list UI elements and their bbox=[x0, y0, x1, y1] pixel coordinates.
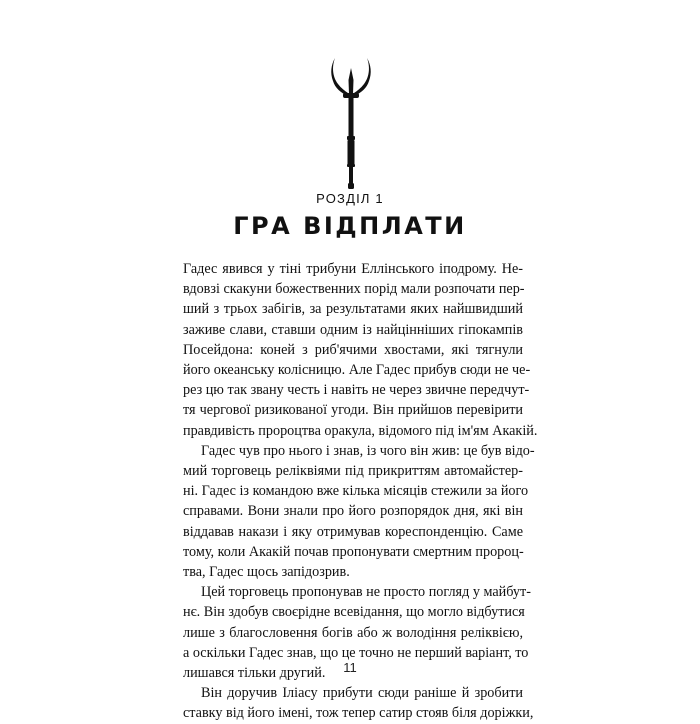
paragraph bbox=[183, 683, 534, 723]
paragraph bbox=[183, 259, 538, 441]
trident-icon bbox=[326, 56, 376, 190]
text-line: заживе слави, ставши одним із найцінніших гіпокампів bbox=[183, 321, 523, 338]
text-line: ший з трьох забігів, за результатами яких найшвидший bbox=[183, 301, 523, 318]
text-line: Гадес явився у тіні трибуни Еллінського іподрому. Не- bbox=[183, 261, 523, 277]
text-line: його океанську колісницю. Але Гадес прибув сюди не че- bbox=[183, 362, 531, 379]
text-line: віддавав накази і яку отримував кореспонденцію. Саме bbox=[183, 523, 523, 540]
chapter-label: РОЗДІЛ 1 bbox=[316, 191, 384, 206]
text-line: ні. Гадес із командою вже кілька місяців стежили за його bbox=[183, 483, 529, 500]
text-line: нє. Він здобув своєрідне всевідання, що могло відбутися bbox=[183, 604, 525, 621]
page-number: 11 bbox=[343, 660, 357, 675]
text-line: лише з благословення богів або ж володіння реліквією, bbox=[183, 624, 523, 641]
text-line: тя чергової ризикованої угоди. Він прийшов перевірити bbox=[183, 402, 523, 419]
text-line: справами. Вони знали про його розпорядок дня, які він bbox=[183, 503, 523, 520]
text-line: ставку від його імені, тож тепер сатир стояв біля доріжки, bbox=[183, 705, 534, 722]
text-line: а оскільки Гадес знав, що це точно не перший варіант, то bbox=[183, 644, 529, 661]
chapter-title: ГРА ВІДПЛАТИ bbox=[233, 212, 467, 240]
body-text bbox=[183, 259, 538, 724]
text-line: рез цю так звану честь і навіть не через звичне передчут- bbox=[183, 382, 530, 399]
text-line: Він доручив Іліасу прибути сюди раніше й зробити bbox=[201, 685, 523, 702]
text-line: вдовзі скакуни божественних порід мали розпочати пер- bbox=[183, 281, 525, 298]
text-line: мий торговець реліквіями під прикриттям автомайстер- bbox=[183, 463, 523, 480]
text-line: тому, коли Акакій почав пропонувати смертним пророц- bbox=[183, 543, 524, 560]
text-line: Посейдона: коней з риб'ячими хвостами, які тягнули bbox=[183, 341, 523, 358]
text-line: Цей торговець пропонував не просто погляд у майбут- bbox=[201, 584, 531, 601]
paragraph bbox=[183, 441, 535, 582]
text-line: Гадес чув про нього і знав, із чого він жив: це був відо- bbox=[201, 442, 535, 459]
text-line: тва, Гадес щось запідозрив. bbox=[183, 564, 350, 581]
text-line: лишався тільки другий. bbox=[183, 665, 326, 682]
text-line: правдивість пророцтва оракула, відомого під ім'ям Акакій. bbox=[183, 422, 538, 439]
